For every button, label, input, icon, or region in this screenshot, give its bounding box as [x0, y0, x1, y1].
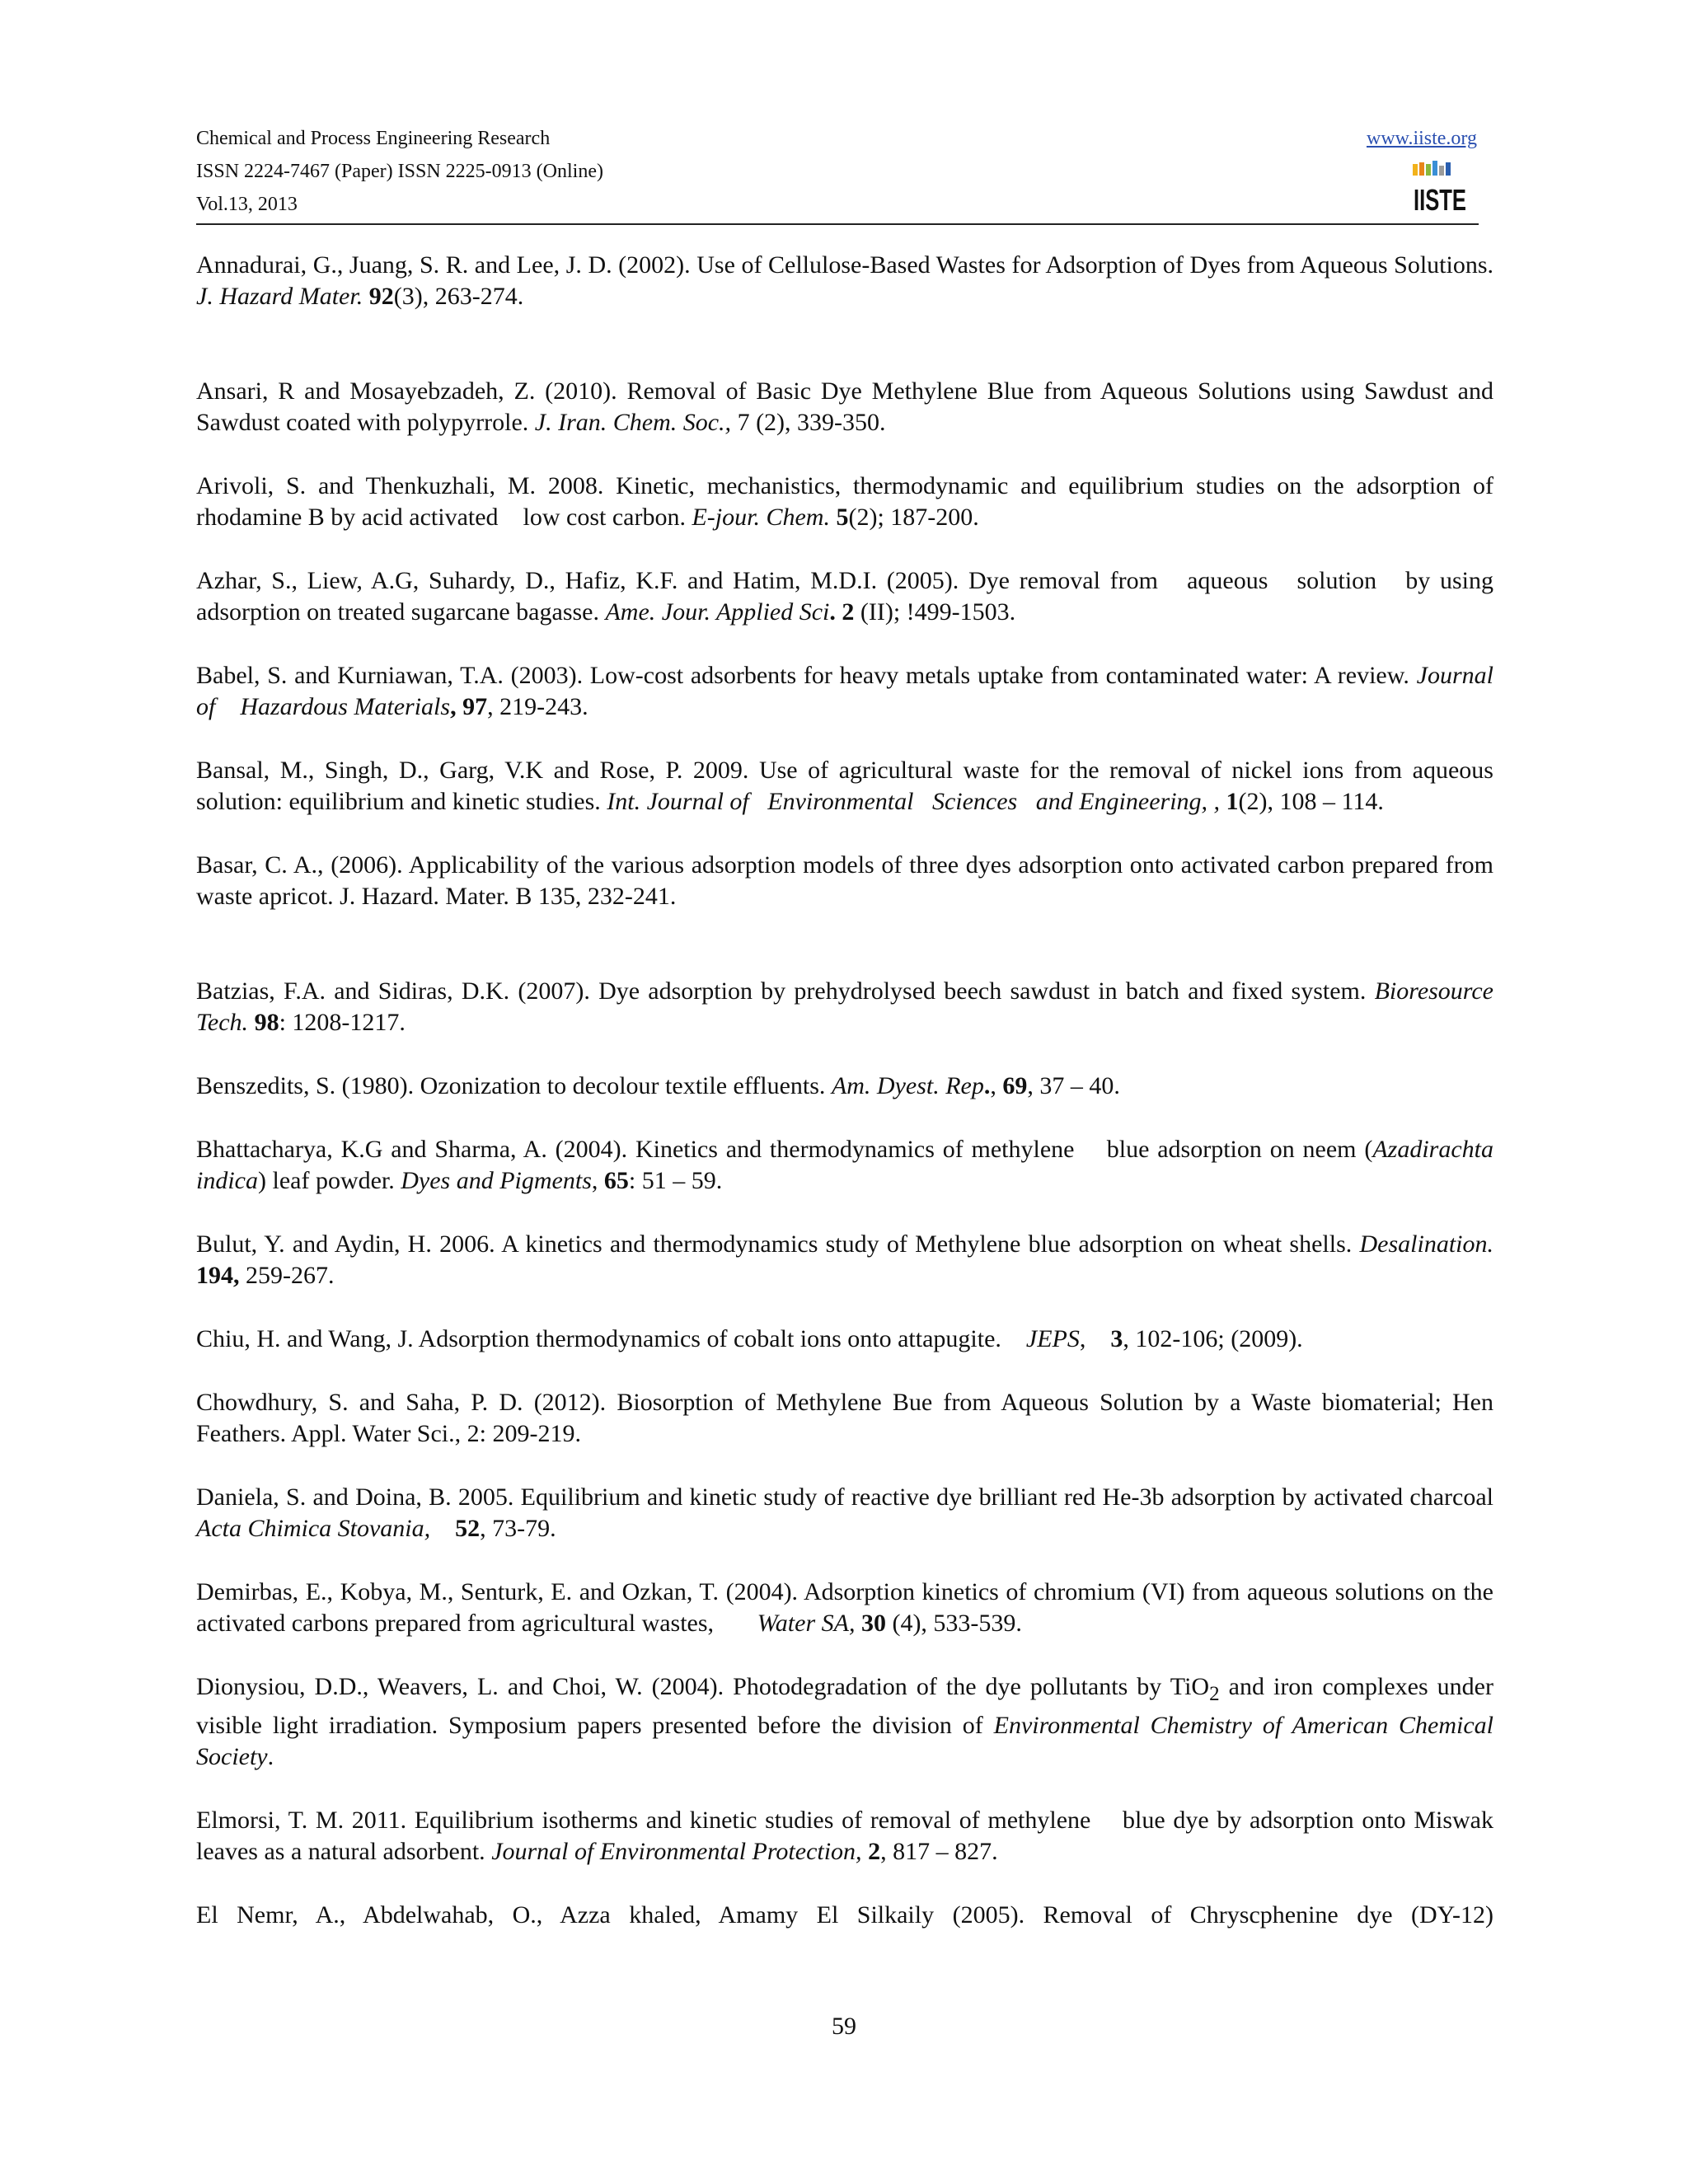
reference-entry: [196, 471, 1493, 533]
reference-entry: [196, 1387, 1493, 1450]
reference-text: Annadurai, G., Juang, S. R. and Lee, J. D. (2002). Use of Cellulose-Based Wastes for Adsorption of Dyes from Aqueous Solutions.: [196, 251, 1493, 279]
reference-italic-text: J. Hazard Mater.: [196, 283, 363, 310]
reference-italic-text: Am. Dyest. Rep: [831, 1072, 984, 1099]
reference-text: Bhattacharya, K.G and Sharma, A. (2004). Kinetics and thermodynamics of methylene blue adsorption on neem (: [196, 1136, 1373, 1163]
reference-text: 259-267.: [239, 1262, 335, 1289]
reference-entry: [196, 1671, 1493, 1773]
reference-bold-text: 69: [1002, 1072, 1028, 1099]
reference-italic-text: Journal of Hazardous Materials: [196, 662, 1493, 720]
reference-entry: [196, 1071, 1493, 1102]
reference-text: Demirbas, E., Kobya, M., Senturk, E. and Ozkan, T. (2004). Adsorption kinetics of chromium (VI) from aqueous solutions on the activated carbons prepared from agricultural wastes,: [196, 1578, 1493, 1637]
reference-bold-text: .: [829, 598, 836, 626]
reference-italic-text: Desalination.: [1359, 1230, 1493, 1258]
reference-text: Azhar, S., Liew, A.G, Suhardy, D., Hafiz, K.F. and Hatim, M.D.I. (2005). Dye removal from aqueous solution by using adsorption on treated sugarcane bagasse.: [196, 567, 1493, 626]
reference-entry: [196, 1482, 1493, 1544]
reference-text: Chowdhury, S. and Saha, P. D. (2012). Biosorption of Methylene Bue from Aqueous Solution by a Waste biomaterial; Hen Feathers. Appl. Water Sci., 2: 209-219.: [196, 1389, 1493, 1447]
reference-text: El Nemr, A., Abdelwahab, O., Azza khaled, Amamy El Silkaily (2005). Removal of Chryscphenine dye (DY-12): [196, 1901, 1493, 1929]
reference-text: and iron complexes under visible light irradiation. Symposium papers presented before the division of: [196, 1673, 1493, 1739]
reference-text: 2: [1209, 1683, 1220, 1705]
reference-text: ,: [591, 1167, 604, 1194]
reference-text: [1220, 788, 1226, 815]
reference-text: Daniela, S. and Doina, B. 2005. Equilibrium and kinetic study of reactive dye brilliant red He-3b adsorption by activated charcoal: [196, 1483, 1493, 1511]
reference-italic-text: E-jour. Chem.: [692, 504, 830, 531]
logo-text: IISTE: [1414, 183, 1466, 217]
reference-text: Batzias, F.A. and Sidiras, D.K. (2007). Dye adsorption by prehydrolysed beech sawdust in batch and fixed system.: [196, 977, 1375, 1005]
reference-bold-text: 2: [842, 598, 855, 626]
reference-text: , 219-243.: [487, 693, 588, 720]
reference-italic-text: Acta Chimica Stovania,: [196, 1515, 456, 1542]
reference-text: Elmorsi, T. M. 2011. Equilibrium isotherms and kinetic studies of removal of methylene blue dye by adsorption onto Miswak leaves as a natural adsorbent.: [196, 1807, 1493, 1865]
reference-italic-text: JEPS: [1025, 1325, 1080, 1352]
reference-italic-text: Int. Journal of Environmental Sciences and Engineering, ,: [607, 788, 1221, 815]
reference-text: ,: [1079, 1325, 1111, 1352]
reference-text: [248, 1009, 255, 1036]
reference-italic-text: Environmental Chemistry of American Chemical Society: [196, 1712, 1493, 1770]
reference-text: Basar, C. A., (2006). Applicability of the various adsorption models of three dyes adsorption onto activated carbon prepared from waste apricot. J. Hazard. Mater. B 135, 232-241.: [196, 851, 1493, 910]
reference-text: Benszedits, S. (1980). Ozonization to decolour textile effluents.: [196, 1072, 832, 1099]
reference-entry: [196, 376, 1493, 438]
reference-text: Dionysiou, D.D., Weavers, L. and Choi, W. (2004). Photodegradation of the dye pollutants by TiO: [196, 1673, 1210, 1700]
reference-text: [363, 283, 369, 310]
reference-entry: [196, 250, 1493, 312]
reference-entry: [196, 1577, 1493, 1639]
reference-text: : 51 – 59.: [628, 1167, 723, 1194]
reference-entry: [196, 660, 1493, 723]
reference-text: [855, 1610, 861, 1637]
reference-text: , 37 – 40.: [1027, 1072, 1120, 1099]
reference-text: , 73-79.: [480, 1515, 556, 1542]
issn-line: ISSN 2224-7467 (Paper) ISSN 2225-0913 (Online): [196, 161, 603, 182]
reference-bold-text: ,: [450, 693, 457, 720]
header-rule: [196, 223, 1479, 225]
reference-entry: [196, 1900, 1493, 1931]
reference-text: 7 (2), 339-350.: [731, 409, 886, 436]
reference-entry: [196, 1134, 1493, 1197]
reference-entry: [196, 755, 1493, 818]
reference-entry: [196, 1324, 1493, 1355]
reference-text: Arivoli, S. and Thenkuzhali, M. 2008. Kinetic, mechanistics, thermodynamic and equilibrium studies on the adsorption of rhodamine B by acid activated low cost carbon.: [196, 472, 1493, 531]
reference-text: Babel, S. and Kurniawan, T.A. (2003). Low-cost adsorbents for heavy metals uptake from contaminated water: A review.: [196, 662, 1417, 689]
reference-italic-text: Azadirachta indica: [196, 1136, 1493, 1194]
reference-bold-text: 3: [1110, 1325, 1123, 1352]
reference-italic-text: J. Iran. Chem. Soc.,: [534, 409, 732, 436]
volume-line: Vol.13, 2013: [196, 194, 298, 215]
reference-italic-text: Bioresource Tech.: [196, 977, 1493, 1036]
reference-bold-text: .: [983, 1072, 991, 1099]
website-link[interactable]: www.iiste.org: [1367, 128, 1477, 149]
reference-text: Chiu, H. and Wang, J. Adsorption thermodynamics of cobalt ions onto attapugite.: [196, 1325, 1026, 1352]
reference-bold-text: 65: [603, 1167, 629, 1194]
reference-text: (4), 533-539.: [885, 1610, 1022, 1637]
reference-entry: [196, 1805, 1493, 1868]
reference-text: ,: [990, 1072, 1003, 1099]
reference-bold-text: 1: [1226, 788, 1239, 815]
iiste-logo: [1411, 159, 1469, 215]
reference-text: : 1208-1217.: [279, 1009, 406, 1036]
reference-bold-text: 2: [868, 1838, 881, 1865]
reference-italic-text: Ame. Jour. Applied Sci: [605, 598, 830, 626]
reference-text: [862, 1838, 869, 1865]
reference-text: , 817 – 827.: [880, 1838, 998, 1865]
running-header: [196, 122, 603, 221]
reference-bold-text: 98: [254, 1009, 279, 1036]
journal-title: Chemical and Process Engineering Research: [196, 128, 551, 149]
reference-bold-text: 52: [455, 1515, 481, 1542]
reference-text: Bulut, Y. and Aydin, H. 2006. A kinetics and thermodynamics study of Methylene blue adsorption on wheat shells.: [196, 1230, 1360, 1258]
reference-text: (2), 108 – 114.: [1238, 788, 1384, 815]
reference-list: [196, 250, 1493, 1931]
reference-entry: [196, 976, 1493, 1038]
reference-bold-text: 92: [368, 283, 394, 310]
reference-entry: [196, 850, 1493, 912]
reference-text: Bansal, M., Singh, D., Garg, V.K and Rose, P. 2009. Use of agricultural waste for the removal of nickel ions from aqueous solution: equilibrium and kinetic studies.: [196, 757, 1493, 815]
reference-text: Ansari, R and Mosayebzadeh, Z. (2010). Removal of Basic Dye Methylene Blue from Aqueous Solutions using Sawdust and Sawdust coated with polypyrrole.: [196, 377, 1493, 436]
reference-text: (2); 187-200.: [848, 504, 979, 531]
header-right: [1367, 122, 1477, 155]
reference-text: ) leaf powder.: [258, 1167, 401, 1194]
reference-text: , 102-106; (2009).: [1123, 1325, 1303, 1352]
reference-italic-text: Journal of Environmental Protection,: [491, 1838, 862, 1865]
reference-text: (3), 263-274.: [393, 283, 524, 310]
reference-entry: [196, 565, 1493, 628]
reference-bold-text: 30: [860, 1610, 886, 1637]
reference-text: (II); !499-1503.: [854, 598, 1016, 626]
reference-entry: [196, 1229, 1493, 1291]
page-number: 59: [832, 2013, 856, 2040]
reference-bold-text: 194,: [196, 1262, 240, 1289]
reference-italic-text: Water SA,: [757, 1610, 856, 1637]
reference-bold-text: 97: [462, 693, 488, 720]
reference-italic-text: Dyes and Pigments: [401, 1167, 592, 1194]
reference-text: [457, 693, 463, 720]
reference-text: .: [267, 1743, 274, 1770]
reference-bold-text: 5: [836, 504, 849, 531]
